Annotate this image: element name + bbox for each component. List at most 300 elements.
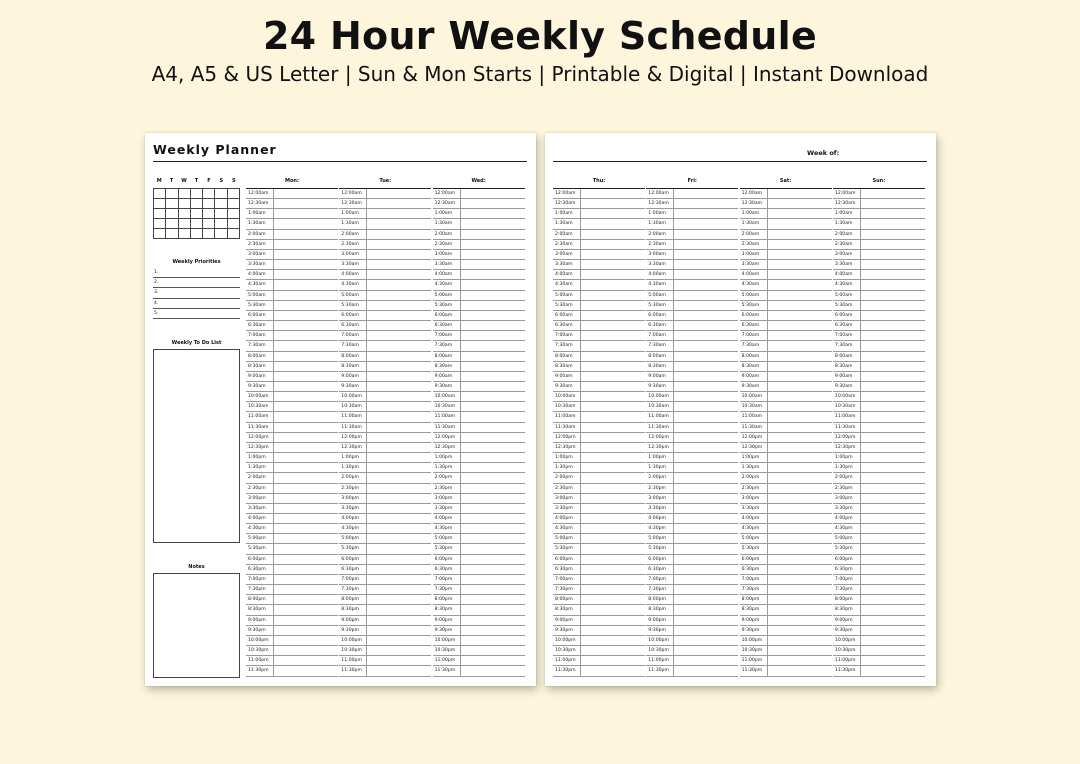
time-slot[interactable] — [740, 555, 832, 565]
mini-calendar-cell[interactable] — [228, 219, 240, 229]
time-slot[interactable] — [833, 524, 925, 534]
time-slot[interactable] — [553, 331, 645, 341]
time-slot[interactable] — [246, 280, 338, 290]
time-slot[interactable] — [246, 250, 338, 260]
time-slot[interactable] — [246, 301, 338, 311]
time-slot[interactable] — [246, 605, 338, 615]
time-slot[interactable] — [246, 494, 338, 504]
time-slot[interactable] — [646, 412, 738, 422]
time-slot[interactable] — [740, 646, 832, 656]
time-slot[interactable] — [433, 423, 525, 433]
time-slot[interactable] — [740, 595, 832, 605]
time-slot[interactable] — [553, 585, 645, 595]
time-slot[interactable] — [553, 372, 645, 382]
time-slot[interactable] — [646, 473, 738, 483]
time-slot[interactable] — [553, 301, 645, 311]
time-slot[interactable] — [553, 646, 645, 656]
time-slot[interactable] — [246, 260, 338, 270]
time-slot[interactable] — [246, 423, 338, 433]
mini-calendar-cell[interactable] — [203, 189, 215, 199]
time-slot[interactable] — [740, 199, 832, 209]
time-slot[interactable] — [646, 575, 738, 585]
time-slot[interactable] — [740, 514, 832, 524]
time-slot[interactable] — [433, 585, 525, 595]
time-slot[interactable] — [740, 473, 832, 483]
time-slot[interactable] — [553, 362, 645, 372]
time-slot[interactable] — [433, 646, 525, 656]
time-slot[interactable] — [553, 575, 645, 585]
mini-calendar-cell[interactable] — [179, 229, 191, 239]
time-slot[interactable] — [246, 209, 338, 219]
time-slot[interactable] — [553, 209, 645, 219]
mini-calendar-cell[interactable] — [215, 219, 227, 229]
time-slot[interactable] — [740, 280, 832, 290]
time-slot[interactable] — [833, 646, 925, 656]
time-slot[interactable] — [433, 189, 525, 199]
time-slot[interactable] — [833, 473, 925, 483]
mini-calendar-cell[interactable] — [228, 189, 240, 199]
time-slot[interactable] — [740, 616, 832, 626]
time-slot[interactable] — [833, 585, 925, 595]
time-slot[interactable] — [433, 433, 525, 443]
time-slot[interactable] — [833, 463, 925, 473]
time-slot[interactable] — [646, 636, 738, 646]
mini-calendar-cell[interactable] — [166, 189, 178, 199]
time-slot[interactable] — [433, 534, 525, 544]
time-slot[interactable] — [246, 575, 338, 585]
time-slot[interactable] — [553, 504, 645, 514]
time-slot[interactable] — [833, 392, 925, 402]
time-slot[interactable] — [833, 372, 925, 382]
time-slot[interactable] — [246, 656, 338, 666]
time-slot[interactable] — [646, 341, 738, 351]
time-slot[interactable] — [246, 189, 338, 199]
time-slot[interactable] — [433, 341, 525, 351]
time-slot[interactable] — [433, 514, 525, 524]
time-slot[interactable] — [246, 382, 338, 392]
time-slot[interactable] — [339, 575, 431, 585]
time-slot[interactable] — [553, 605, 645, 615]
time-slot[interactable] — [740, 250, 832, 260]
time-slot[interactable] — [246, 473, 338, 483]
time-slot[interactable] — [553, 423, 645, 433]
time-slot[interactable] — [740, 494, 832, 504]
time-slot[interactable] — [740, 321, 832, 331]
time-slot[interactable] — [553, 311, 645, 321]
time-slot[interactable] — [339, 280, 431, 290]
time-slot[interactable] — [833, 412, 925, 422]
time-slot[interactable] — [433, 392, 525, 402]
time-slot[interactable] — [246, 555, 338, 565]
time-slot[interactable] — [740, 534, 832, 544]
time-slot[interactable] — [339, 331, 431, 341]
time-slot[interactable] — [553, 453, 645, 463]
time-slot[interactable] — [433, 270, 525, 280]
time-slot[interactable] — [339, 423, 431, 433]
mini-calendar-cell[interactable] — [215, 229, 227, 239]
time-slot[interactable] — [246, 646, 338, 656]
time-slot[interactable] — [833, 352, 925, 362]
time-slot[interactable] — [740, 463, 832, 473]
time-slot[interactable] — [339, 260, 431, 270]
time-slot[interactable] — [833, 423, 925, 433]
notes-box[interactable] — [153, 573, 240, 678]
time-slot[interactable] — [339, 646, 431, 656]
time-slot[interactable] — [339, 666, 431, 676]
time-slot[interactable] — [433, 230, 525, 240]
time-slot[interactable] — [646, 524, 738, 534]
time-slot[interactable] — [646, 402, 738, 412]
time-slot[interactable] — [339, 402, 431, 412]
time-slot[interactable] — [740, 362, 832, 372]
priority-line[interactable]: 2. — [153, 278, 240, 288]
time-slot[interactable] — [553, 666, 645, 676]
time-slot[interactable] — [833, 636, 925, 646]
time-slot[interactable] — [553, 565, 645, 575]
time-slot[interactable] — [246, 219, 338, 229]
time-slot[interactable] — [740, 291, 832, 301]
time-slot[interactable] — [833, 209, 925, 219]
time-slot[interactable] — [553, 199, 645, 209]
time-slot[interactable] — [246, 362, 338, 372]
time-slot[interactable] — [553, 321, 645, 331]
time-slot[interactable] — [833, 331, 925, 341]
time-slot[interactable] — [740, 433, 832, 443]
time-slot[interactable] — [646, 656, 738, 666]
time-slot[interactable] — [433, 301, 525, 311]
mini-calendar-cell[interactable] — [191, 199, 203, 209]
mini-calendar-cell[interactable] — [191, 209, 203, 219]
time-slot[interactable] — [553, 230, 645, 240]
time-slot[interactable] — [646, 605, 738, 615]
time-slot[interactable] — [339, 209, 431, 219]
mini-calendar-cell[interactable] — [191, 189, 203, 199]
time-slot[interactable] — [433, 291, 525, 301]
time-slot[interactable] — [553, 270, 645, 280]
time-slot[interactable] — [740, 524, 832, 534]
mini-calendar-cell[interactable] — [179, 219, 191, 229]
time-slot[interactable] — [246, 585, 338, 595]
mini-calendar-cell[interactable] — [203, 209, 215, 219]
time-slot[interactable] — [339, 443, 431, 453]
time-slot[interactable] — [833, 311, 925, 321]
time-slot[interactable] — [339, 585, 431, 595]
time-slot[interactable] — [246, 199, 338, 209]
mini-calendar-cell[interactable] — [179, 209, 191, 219]
time-slot[interactable] — [740, 565, 832, 575]
time-slot[interactable] — [833, 189, 925, 199]
mini-calendar-cell[interactable] — [166, 199, 178, 209]
time-slot[interactable] — [646, 240, 738, 250]
time-slot[interactable] — [740, 301, 832, 311]
time-slot[interactable] — [740, 270, 832, 280]
mini-calendar-cell[interactable] — [203, 219, 215, 229]
time-slot[interactable] — [433, 504, 525, 514]
time-slot[interactable] — [553, 656, 645, 666]
time-slot[interactable] — [433, 473, 525, 483]
time-slot[interactable] — [339, 219, 431, 229]
mini-calendar-cell[interactable] — [154, 219, 166, 229]
mini-calendar-cell[interactable] — [215, 189, 227, 199]
time-slot[interactable] — [246, 524, 338, 534]
time-slot[interactable] — [646, 209, 738, 219]
time-slot[interactable] — [740, 484, 832, 494]
time-slot[interactable] — [646, 544, 738, 554]
time-slot[interactable] — [646, 626, 738, 636]
time-slot[interactable] — [646, 382, 738, 392]
time-slot[interactable] — [433, 616, 525, 626]
time-slot[interactable] — [740, 656, 832, 666]
time-slot[interactable] — [433, 626, 525, 636]
time-slot[interactable] — [339, 555, 431, 565]
mini-calendar-cell[interactable] — [154, 229, 166, 239]
time-slot[interactable] — [740, 260, 832, 270]
time-slot[interactable] — [433, 565, 525, 575]
time-slot[interactable] — [246, 341, 338, 351]
time-slot[interactable] — [553, 260, 645, 270]
time-slot[interactable] — [339, 595, 431, 605]
time-slot[interactable] — [833, 494, 925, 504]
time-slot[interactable] — [246, 666, 338, 676]
time-slot[interactable] — [833, 626, 925, 636]
time-slot[interactable] — [339, 473, 431, 483]
time-slot[interactable] — [433, 575, 525, 585]
time-slot[interactable] — [646, 534, 738, 544]
time-slot[interactable] — [646, 433, 738, 443]
time-slot[interactable] — [339, 230, 431, 240]
time-slot[interactable] — [833, 301, 925, 311]
time-slot[interactable] — [833, 230, 925, 240]
time-slot[interactable] — [553, 219, 645, 229]
time-slot[interactable] — [740, 209, 832, 219]
time-slot[interactable] — [339, 616, 431, 626]
time-slot[interactable] — [740, 311, 832, 321]
time-slot[interactable] — [646, 189, 738, 199]
time-slot[interactable] — [339, 382, 431, 392]
time-slot[interactable] — [433, 494, 525, 504]
time-slot[interactable] — [433, 260, 525, 270]
time-slot[interactable] — [553, 494, 645, 504]
time-slot[interactable] — [646, 423, 738, 433]
time-slot[interactable] — [833, 260, 925, 270]
time-slot[interactable] — [339, 412, 431, 422]
time-slot[interactable] — [833, 291, 925, 301]
time-slot[interactable] — [740, 352, 832, 362]
time-slot[interactable] — [433, 656, 525, 666]
time-slot[interactable] — [433, 362, 525, 372]
time-slot[interactable] — [433, 605, 525, 615]
time-slot[interactable] — [553, 352, 645, 362]
time-slot[interactable] — [246, 321, 338, 331]
time-slot[interactable] — [740, 504, 832, 514]
time-slot[interactable] — [833, 616, 925, 626]
mini-calendar-cell[interactable] — [179, 199, 191, 209]
time-slot[interactable] — [246, 504, 338, 514]
time-slot[interactable] — [339, 484, 431, 494]
time-slot[interactable] — [339, 270, 431, 280]
time-slot[interactable] — [740, 189, 832, 199]
time-slot[interactable] — [339, 524, 431, 534]
mini-calendar-cell[interactable] — [191, 229, 203, 239]
time-slot[interactable] — [740, 240, 832, 250]
time-slot[interactable] — [833, 240, 925, 250]
time-slot[interactable] — [246, 453, 338, 463]
priority-line[interactable]: 1. — [153, 268, 240, 278]
time-slot[interactable] — [553, 524, 645, 534]
time-slot[interactable] — [740, 382, 832, 392]
time-slot[interactable] — [553, 463, 645, 473]
time-slot[interactable] — [646, 372, 738, 382]
time-slot[interactable] — [246, 565, 338, 575]
time-slot[interactable] — [433, 595, 525, 605]
time-slot[interactable] — [433, 280, 525, 290]
time-slot[interactable] — [553, 382, 645, 392]
time-slot[interactable] — [833, 555, 925, 565]
time-slot[interactable] — [833, 250, 925, 260]
time-slot[interactable] — [833, 605, 925, 615]
time-slot[interactable] — [553, 412, 645, 422]
time-slot[interactable] — [246, 433, 338, 443]
time-slot[interactable] — [833, 484, 925, 494]
time-slot[interactable] — [553, 392, 645, 402]
time-slot[interactable] — [646, 219, 738, 229]
time-slot[interactable] — [433, 250, 525, 260]
time-slot[interactable] — [646, 230, 738, 240]
time-slot[interactable] — [553, 433, 645, 443]
time-slot[interactable] — [833, 280, 925, 290]
time-slot[interactable] — [833, 544, 925, 554]
priority-line[interactable]: 5. — [153, 309, 240, 319]
time-slot[interactable] — [646, 362, 738, 372]
time-slot[interactable] — [740, 575, 832, 585]
time-slot[interactable] — [246, 534, 338, 544]
time-slot[interactable] — [646, 646, 738, 656]
time-slot[interactable] — [833, 433, 925, 443]
time-slot[interactable] — [246, 484, 338, 494]
time-slot[interactable] — [246, 230, 338, 240]
time-slot[interactable] — [339, 250, 431, 260]
time-slot[interactable] — [553, 189, 645, 199]
time-slot[interactable] — [833, 656, 925, 666]
time-slot[interactable] — [646, 453, 738, 463]
time-slot[interactable] — [433, 321, 525, 331]
time-slot[interactable] — [246, 372, 338, 382]
time-slot[interactable] — [433, 453, 525, 463]
time-slot[interactable] — [646, 443, 738, 453]
time-slot[interactable] — [553, 240, 645, 250]
time-slot[interactable] — [553, 250, 645, 260]
time-slot[interactable] — [646, 321, 738, 331]
time-slot[interactable] — [740, 453, 832, 463]
time-slot[interactable] — [833, 362, 925, 372]
time-slot[interactable] — [339, 565, 431, 575]
time-slot[interactable] — [740, 636, 832, 646]
time-slot[interactable] — [833, 321, 925, 331]
time-slot[interactable] — [646, 484, 738, 494]
time-slot[interactable] — [339, 514, 431, 524]
time-slot[interactable] — [339, 656, 431, 666]
time-slot[interactable] — [246, 270, 338, 280]
time-slot[interactable] — [339, 240, 431, 250]
mini-calendar-cell[interactable] — [228, 209, 240, 219]
time-slot[interactable] — [339, 199, 431, 209]
time-slot[interactable] — [433, 372, 525, 382]
time-slot[interactable] — [339, 463, 431, 473]
time-slot[interactable] — [553, 443, 645, 453]
time-slot[interactable] — [833, 534, 925, 544]
time-slot[interactable] — [740, 666, 832, 676]
time-slot[interactable] — [553, 616, 645, 626]
mini-calendar-cell[interactable] — [228, 229, 240, 239]
mini-calendar-cell[interactable] — [203, 229, 215, 239]
time-slot[interactable] — [433, 382, 525, 392]
time-slot[interactable] — [339, 636, 431, 646]
time-slot[interactable] — [833, 219, 925, 229]
time-slot[interactable] — [646, 301, 738, 311]
time-slot[interactable] — [740, 605, 832, 615]
time-slot[interactable] — [553, 473, 645, 483]
time-slot[interactable] — [433, 555, 525, 565]
time-slot[interactable] — [433, 666, 525, 676]
time-slot[interactable] — [553, 626, 645, 636]
time-slot[interactable] — [553, 484, 645, 494]
time-slot[interactable] — [339, 544, 431, 554]
time-slot[interactable] — [833, 504, 925, 514]
time-slot[interactable] — [433, 352, 525, 362]
time-slot[interactable] — [339, 362, 431, 372]
time-slot[interactable] — [646, 504, 738, 514]
time-slot[interactable] — [339, 534, 431, 544]
time-slot[interactable] — [553, 291, 645, 301]
time-slot[interactable] — [553, 534, 645, 544]
time-slot[interactable] — [646, 463, 738, 473]
time-slot[interactable] — [433, 443, 525, 453]
time-slot[interactable] — [433, 463, 525, 473]
time-slot[interactable] — [646, 352, 738, 362]
time-slot[interactable] — [740, 219, 832, 229]
time-slot[interactable] — [339, 301, 431, 311]
time-slot[interactable] — [833, 199, 925, 209]
time-slot[interactable] — [246, 463, 338, 473]
priority-line[interactable]: 3. — [153, 288, 240, 298]
time-slot[interactable] — [740, 392, 832, 402]
time-slot[interactable] — [246, 402, 338, 412]
time-slot[interactable] — [646, 280, 738, 290]
time-slot[interactable] — [433, 199, 525, 209]
time-slot[interactable] — [740, 585, 832, 595]
time-slot[interactable] — [246, 240, 338, 250]
time-slot[interactable] — [339, 189, 431, 199]
mini-calendar-cell[interactable] — [166, 229, 178, 239]
time-slot[interactable] — [433, 209, 525, 219]
time-slot[interactable] — [246, 616, 338, 626]
time-slot[interactable] — [339, 341, 431, 351]
time-slot[interactable] — [740, 544, 832, 554]
time-slot[interactable] — [833, 341, 925, 351]
time-slot[interactable] — [740, 412, 832, 422]
time-slot[interactable] — [246, 392, 338, 402]
time-slot[interactable] — [646, 555, 738, 565]
time-slot[interactable] — [646, 565, 738, 575]
time-slot[interactable] — [246, 291, 338, 301]
time-slot[interactable] — [433, 636, 525, 646]
time-slot[interactable] — [646, 616, 738, 626]
time-slot[interactable] — [246, 311, 338, 321]
time-slot[interactable] — [339, 392, 431, 402]
time-slot[interactable] — [833, 565, 925, 575]
time-slot[interactable] — [646, 199, 738, 209]
time-slot[interactable] — [553, 636, 645, 646]
